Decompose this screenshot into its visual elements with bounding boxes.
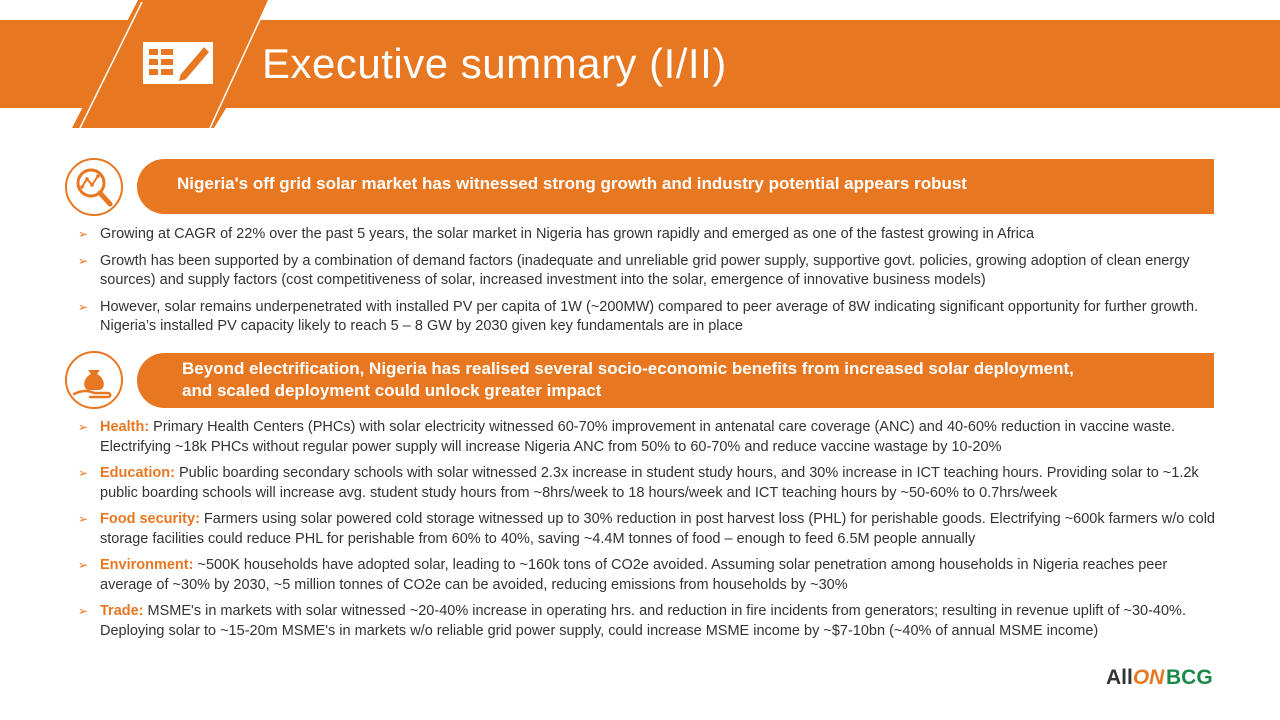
allon-logo: AllON: [1106, 666, 1165, 689]
list-item: ➢ However, solar remains underpenetrated with installed PV per capita of 1W (~200MW) compared to peer average of 8W indicating significant opportunity for further growth. Nigeria’s installed PV capacity likely to reach 5 – 8 GW by 2030 given key fundamentals are in place: [78, 298, 1199, 334]
arrow-bullet-icon: ➢: [78, 604, 89, 618]
bcg-logo: BCG: [1166, 666, 1213, 689]
arrow-bullet-icon: ➢: [78, 420, 89, 434]
title-tab: [0, 0, 280, 128]
arrow-bullet-icon: ➢: [78, 253, 89, 268]
list-item: ➢ Food security: Farmers using solar powered cold storage witnessed up to 30% reduction in post harvest loss (PHL) for perishable goods. Electrifying ~600k farmers w/o cold storage facilities could reduce PHL for perishable from 60% to 40%, saving ~4.4M tonnes of food – enough to feed 6.5M people annually: [78, 511, 1215, 547]
list-item: ➢ Growth has been supported by a combination of demand factors (inadequate and unreliable grid power supply, supportive govt. policies, growing adoption of clean energy sources) and supply factors (cost competitiveness of solar, increased investment into the solar, emergence of innovative business models): [78, 252, 1190, 288]
arrow-bullet-icon: ➢: [78, 227, 89, 241]
section-2-heading: [137, 353, 1214, 408]
page-title: Executive summary (I/II): [262, 40, 727, 87]
bullet-label: Education:: [100, 465, 175, 481]
hand-money-bag-icon: [64, 350, 124, 410]
list-item: ➢ Growing at CAGR of 22% over the past 5 years, the solar market in Nigeria has grown rapidly and emerged as one of the fastest growing in Africa: [78, 225, 1218, 245]
magnifier-chart-icon: [64, 157, 124, 217]
report-pencil-icon: [143, 42, 213, 84]
bullet-label: Environment:: [100, 557, 194, 573]
section-2-bullets: [78, 418, 1218, 648]
section-1-heading: Nigeria's off grid solar market has witnessed strong growth and industry potential appears robust: [137, 159, 1214, 214]
arrow-bullet-icon: ➢: [78, 299, 89, 314]
bullet-label: Health:: [100, 419, 150, 435]
list-item: ➢ Environment: ~500K households have adopted solar, leading to ~160k tons of CO2e avoided. Assuming solar penetration among households in Nigeria reaches peer average of ~30% by 2030, ~5 million tonnes of CO2e can be avoided, reducing emissions from households by ~30%: [78, 557, 1168, 593]
section-1-bullets: [78, 225, 1218, 344]
section-2-heading-line-2: and scaled deployment could unlock greater impact: [182, 381, 602, 400]
arrow-bullet-icon: ➢: [78, 558, 89, 572]
arrow-bullet-icon: ➢: [78, 466, 89, 480]
bullet-label: Trade:: [100, 603, 144, 619]
list-item: ➢ Health: Primary Health Centers (PHCs) with solar electricity witnessed 60-70% improvement in antenatal care coverage (ANC) and 40-60% reduction in vaccine waste. Electrifying ~18k PHCs without regular power supply will increase Nigeria ANC from 50% to 60-70% and reduce vaccine wastage by 10-20%: [78, 419, 1176, 455]
bullet-label: Food security:: [100, 511, 200, 527]
section-2-heading-line-1: Beyond electrification, Nigeria has realised several socio-economic benefits from increased solar deployment,: [182, 359, 1074, 378]
arrow-bullet-icon: ➢: [78, 512, 89, 526]
list-item: ➢ Trade: MSME's in markets with solar witnessed ~20-40% increase in operating hrs. and reduction in fire incidents from generators; resulting in revenue uplift of ~30-40%. Deploying solar to ~15-20m MSME's in markets w/o reliable grid power supply, could increase MSME income by ~$7-10bn (~40% of annual MSME income): [78, 603, 1186, 639]
list-item: ➢ Education: Public boarding secondary schools with solar witnessed 2.3x increase in student study hours, and 30% increase in ICT teaching hours. Providing solar to ~1.2k public boarding schools will increase avg. student study hours from ~8hrs/week to 18 hours/week and ICT teaching hours by ~50-60% to 0.7hrs/week: [78, 465, 1199, 501]
